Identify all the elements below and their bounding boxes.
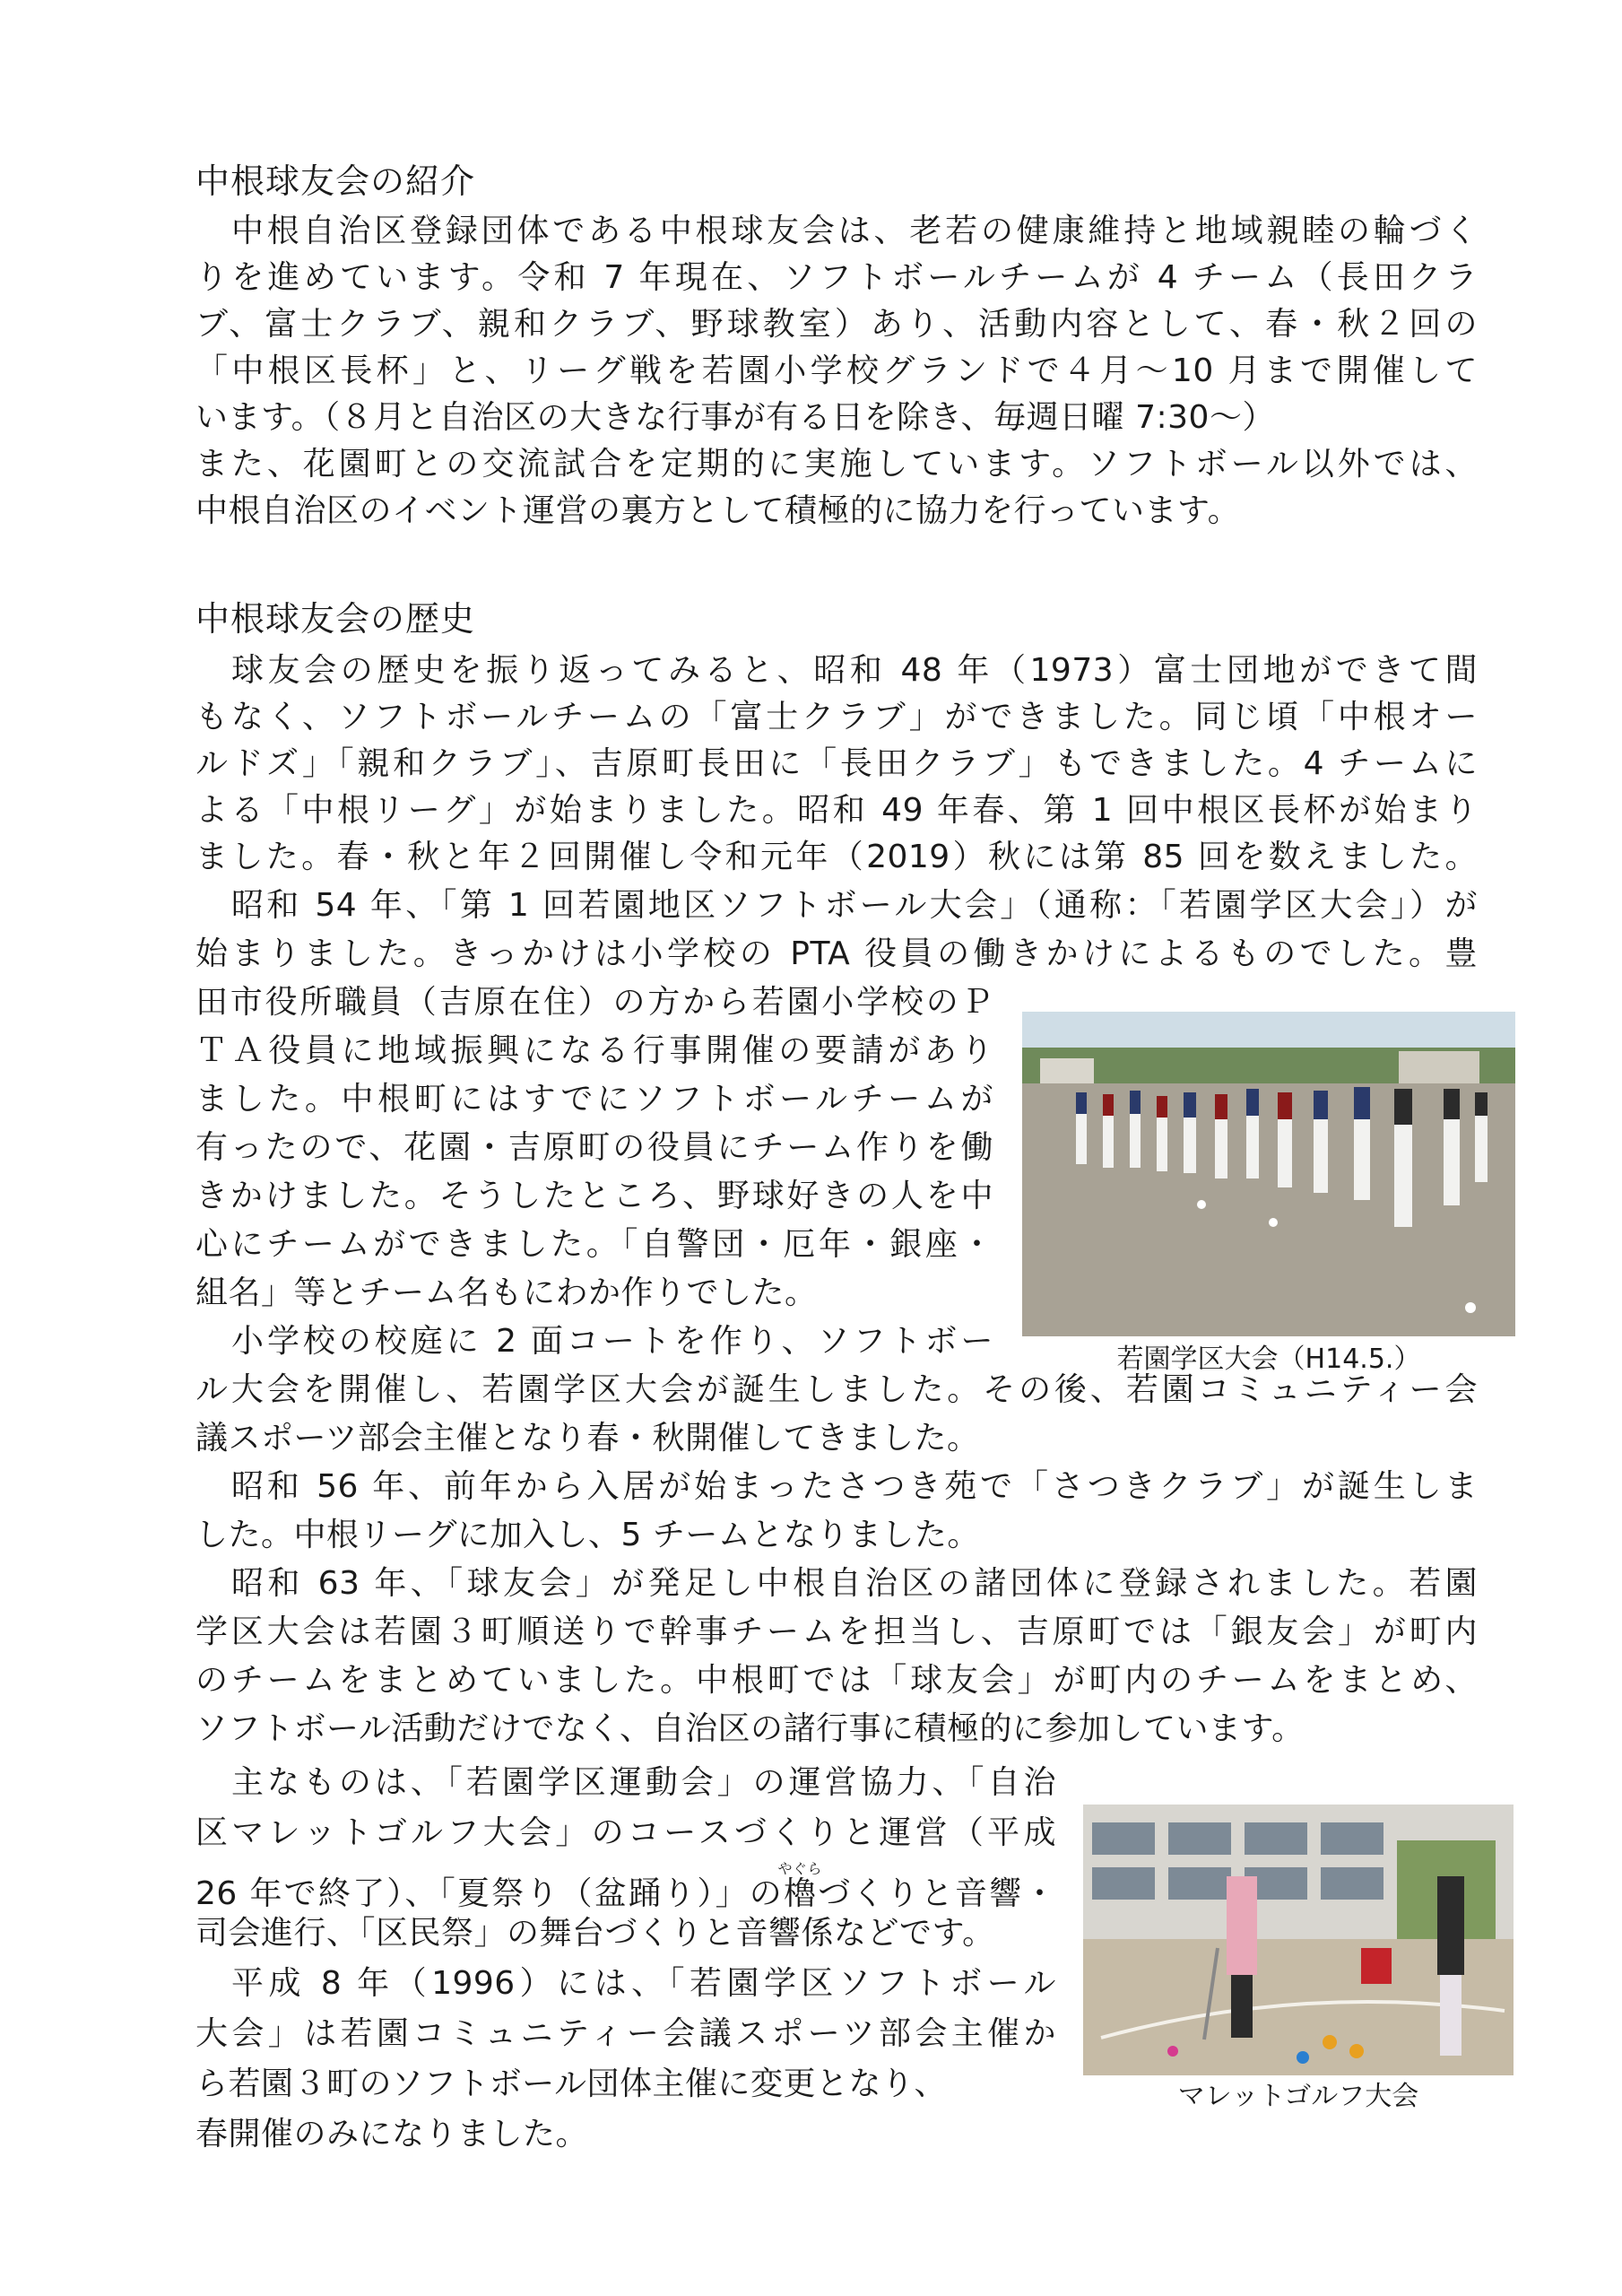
history-line-10: ました。中根町にはすでにソフトボールチームが [195,1081,993,1118]
intro-line-2: りを進めています。令和 7 年現在、ソフトボールチームが 4 チーム（長田クラ [195,259,1478,296]
history-line-23: ソフトボール活動だけでなく、自治区の諸行事に積極的に参加しています。 [195,1710,1305,1747]
intro-line-4: 「中根区長杯」と、リーグ戦を若園小学校グランドで４月～10 月まで開催して [195,352,1478,389]
history-line-21: 学区大会は若園３町順送りで幹事チームを担当し、吉原町では「銀友会」が町内 [195,1613,1478,1650]
yagura-furigana: やぐら [777,1860,823,1877]
history-line-7: 始まりました。きっかけは小学校の PTA 役員の働きかけによるものでした。豊 [195,935,1478,972]
history-line-15: 小学校の校庭に 2 面コートを作り、ソフトボー [231,1323,993,1360]
softball-tournament-illustration [1022,1012,1515,1336]
intro-line-7: 中根自治区のイベント運営の裏方として積極的に協力を行っています。 [195,492,1241,529]
history-line-31: 春開催のみになりました。 [195,2116,589,2152]
history-line-29: 大会」は若園コミュニティー会議スポーツ部会主催か [195,2015,1056,2052]
history-line-9: ＴＡ役員に地域振興になる行事開催の要請があり [195,1032,993,1069]
history-line-27: 司会進行、「区民祭」の舞台づくりと音響係などです。 [195,1915,995,1952]
intro-line-5: います。（８月と自治区の大きな行事が有る日を除き、毎週日曜 7:30～） [195,399,1275,436]
intro-line-6: また、花園町との交流試合を定期的に実施しています。ソフトボール以外では、 [195,446,1478,483]
section-heading-history: 中根球友会の歴史 [195,599,476,639]
softball-tournament-photo [1022,1012,1515,1336]
history-line-26 [195,1860,1056,1918]
history-line-25: 区マレットゴルフ大会」のコースづくりと運営（平成 [195,1814,1056,1851]
section-heading-introduction: 中根球友会の紹介 [195,161,476,201]
history-line-5: ました。春・秋と年２回開催し令和元年（2019）秋には第 85 回を数えました。 [195,839,1478,875]
photo1-caption: 若園学区大会（H14.5.） [1116,1344,1421,1375]
history-line-12: きかけました。そうしたところ、野球好きの人を中 [195,1178,993,1214]
history-line-26-tail: づくりと音響・ [816,1875,1056,1912]
history-line-14: 組名」等とチーム名もにわか作りでした。 [195,1274,818,1311]
intro-line-1: 中根自治区登録団体である中根球友会は、老若の健康維持と地域親睦の輪づく [231,213,1478,249]
history-line-3: ルドズ」「親和クラブ」、吉原町長田に「長田クラブ」もできました。4 チームに [195,745,1478,782]
history-line-16: ル大会を開催し、若園学区大会が誕生しました。その後、若園コミュニティー会 [195,1371,1478,1408]
history-line-28: 平成 8 年（1996）には、「若園学区ソフトボール [231,1965,1056,2002]
history-line-6: 昭和 54 年、「第 1 回若園地区ソフトボール大会」（通称：「若園学区大会」）が [231,887,1478,924]
yagura-ruby: 櫓やぐら [777,1860,823,1912]
photo2-caption: マレットゴルフ大会 [1177,2081,1419,2112]
history-line-22: のチームをまとめていました。中根町では「球友会」が町内のチームをまとめ、 [195,1662,1478,1699]
history-line-20: 昭和 63 年、「球友会」が発足し中根自治区の諸団体に登録されました。若園 [231,1565,1478,1602]
history-line-18: 昭和 56 年、前年から入居が始まったさつき苑で「さつきクラブ」が誕生しま [231,1468,1478,1505]
intro-line-3: ブ、富士クラブ、親和クラブ、野球教室）あり、活動内容として、春・秋２回の [195,306,1478,343]
history-line-24: 主なものは、「若園学区運動会」の運営協力、「自治 [231,1764,1056,1801]
history-line-1: 球友会の歴史を振り返ってみると、昭和 48 年（1973）富士団地ができて間 [231,652,1478,689]
history-line-8: 田市役所職員（吉原在住）の方から若園小学校のＰ [195,984,993,1021]
mallet-golf-photo [1083,1805,1514,2075]
history-line-17: 議スポーツ部会主催となり春・秋開催してきました。 [195,1420,980,1457]
history-line-2: もなく、ソフトボールチームの「富士クラブ」ができました。同じ頃「中根オー [195,699,1478,735]
history-line-4: よる「中根リーグ」が始まりました。昭和 49 年春、第 1 回中根区長杯が始まり [195,792,1478,829]
mallet-golf-illustration [1083,1805,1514,2075]
history-line-30: ら若園３町のソフトボール団体主催に変更となり、 [195,2066,948,2102]
history-line-19: した。中根リーグに加入し、5 チームとなりました。 [195,1517,980,1553]
history-line-13: 心にチームができました。「自警団・厄年・銀座・ [195,1226,993,1263]
history-line-26-lead: 26 年で終了）、「夏祭り（盆踊り）」の [195,1875,784,1912]
history-line-11: 有ったので、花園・吉原町の役員にチーム作りを働 [195,1129,993,1166]
